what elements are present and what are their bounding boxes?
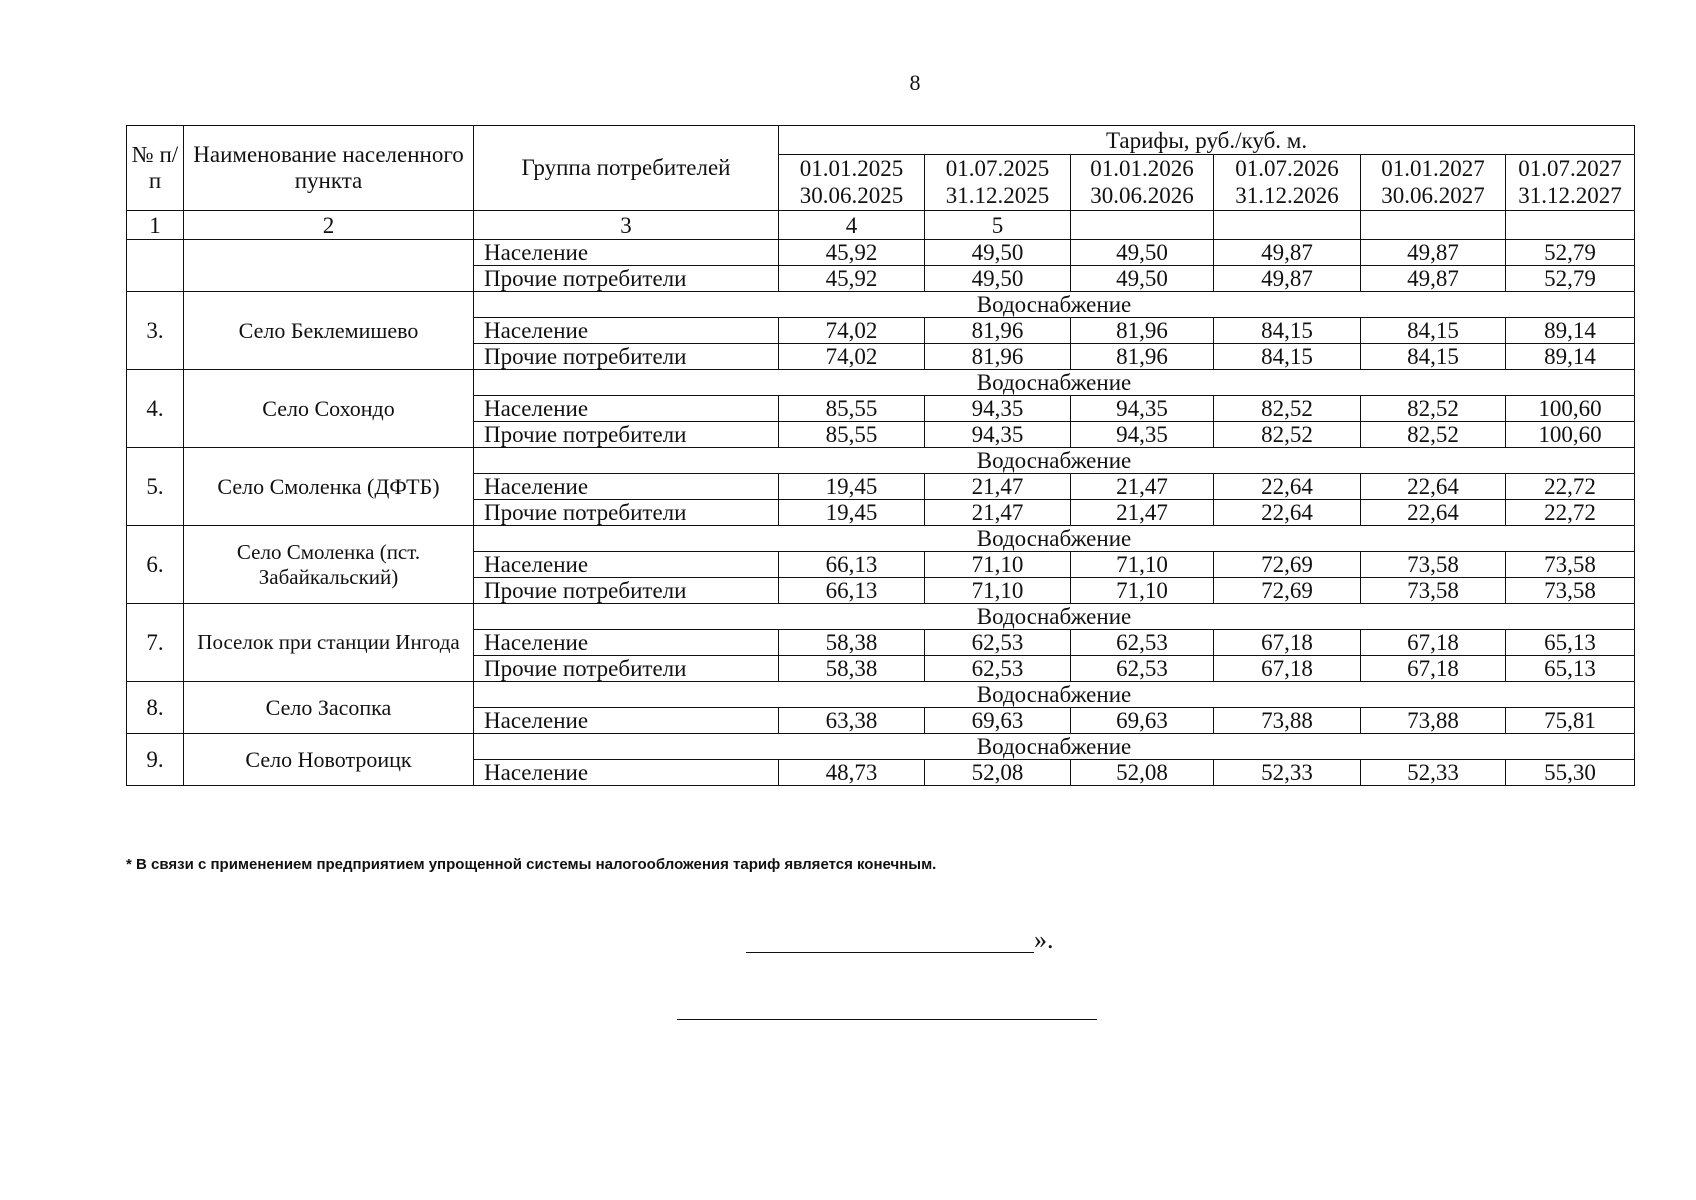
consumer-group: Население xyxy=(474,474,779,500)
period-from: 01.01.2026 xyxy=(1090,156,1194,182)
settlement-name: Село Засопка xyxy=(184,682,474,734)
tariff-value: 82,52 xyxy=(1361,422,1506,448)
consumer-group: Прочие потребители xyxy=(474,656,779,682)
tariff-value: 84,15 xyxy=(1214,318,1361,344)
tariff-value: 69,63 xyxy=(1071,708,1214,734)
tariff-value: 84,15 xyxy=(1361,318,1506,344)
tariff-value: 71,10 xyxy=(1071,578,1214,604)
tariff-value: 73,58 xyxy=(1361,578,1506,604)
tariff-value: 52,33 xyxy=(1214,760,1361,786)
footnote: * В связи с применением предприятием упрощенной системы налогообложения тариф является конечным. xyxy=(126,856,937,873)
tariff-table xyxy=(126,125,1635,786)
tariff-value: 67,18 xyxy=(1214,630,1361,656)
tariff-value: 62,53 xyxy=(925,630,1071,656)
tariff-value: 69,63 xyxy=(925,708,1071,734)
settlement-name: Село Смоленка (пст. Забайкальский) xyxy=(184,526,474,604)
consumer-group: Население xyxy=(474,630,779,656)
tariff-value: 89,14 xyxy=(1506,344,1635,370)
tariff-value: 71,10 xyxy=(1071,552,1214,578)
column-index-cell xyxy=(1361,211,1506,240)
tariff-value: 58,38 xyxy=(779,630,925,656)
period-to: 31.12.2027 xyxy=(1518,182,1622,208)
service-type: Водоснабжение xyxy=(474,448,1635,474)
row-number-cell xyxy=(127,240,184,292)
column-index-cell xyxy=(1214,211,1361,240)
settlement-name: Село Сохондо xyxy=(184,370,474,448)
page-number: 8 xyxy=(909,70,921,95)
header-period xyxy=(779,155,925,211)
tariff-value: 21,47 xyxy=(925,500,1071,526)
header-no: № п/п xyxy=(127,126,184,211)
tariff-value: 65,13 xyxy=(1506,630,1635,656)
tariff-value: 82,52 xyxy=(1214,422,1361,448)
tariff-value: 22,64 xyxy=(1214,474,1361,500)
service-type: Водоснабжение xyxy=(474,734,1635,760)
tariff-value: 100,60 xyxy=(1506,396,1635,422)
column-index-row xyxy=(127,211,1635,240)
column-index-cell: 2 xyxy=(184,211,474,240)
tariff-value: 66,13 xyxy=(779,552,925,578)
closing-divider-line xyxy=(677,1019,1097,1020)
signature-line xyxy=(746,952,1034,953)
column-index-cell xyxy=(1506,211,1635,240)
tariff-value: 82,52 xyxy=(1214,396,1361,422)
tariff-value: 45,92 xyxy=(779,240,925,266)
table-row xyxy=(127,240,1635,266)
consumer-group: Население xyxy=(474,708,779,734)
tariff-value: 84,15 xyxy=(1361,344,1506,370)
tariff-value: 81,96 xyxy=(925,318,1071,344)
tariff-value: 89,14 xyxy=(1506,318,1635,344)
header-period xyxy=(1071,155,1214,211)
tariff-value: 49,50 xyxy=(925,266,1071,292)
row-number: 6. xyxy=(127,526,184,604)
tariff-value: 62,53 xyxy=(925,656,1071,682)
consumer-group: Население xyxy=(474,240,779,266)
tariff-value: 82,52 xyxy=(1361,396,1506,422)
settlement-name: Село Смоленка (ДФТБ) xyxy=(184,448,474,526)
settlement-name-cell xyxy=(184,240,474,292)
period-from: 01.07.2027 xyxy=(1518,156,1622,182)
row-number: 4. xyxy=(127,370,184,448)
tariff-value: 49,50 xyxy=(925,240,1071,266)
tariff-value: 85,55 xyxy=(779,396,925,422)
tariff-value: 55,30 xyxy=(1506,760,1635,786)
tariff-value: 67,18 xyxy=(1361,656,1506,682)
row-number: 5. xyxy=(127,448,184,526)
tariff-value: 49,50 xyxy=(1071,240,1214,266)
header-period xyxy=(925,155,1071,211)
header-row-1 xyxy=(127,126,1635,155)
tariff-value: 49,50 xyxy=(1071,266,1214,292)
consumer-group: Население xyxy=(474,396,779,422)
tariff-value: 75,81 xyxy=(1506,708,1635,734)
tariff-value: 85,55 xyxy=(779,422,925,448)
period-from: 01.01.2025 xyxy=(799,156,904,182)
consumer-group: Население xyxy=(474,552,779,578)
tariff-value: 72,69 xyxy=(1214,578,1361,604)
tariff-value: 52,79 xyxy=(1506,266,1635,292)
tariff-value: 94,35 xyxy=(1071,422,1214,448)
tariff-value: 63,38 xyxy=(779,708,925,734)
tariff-value: 45,92 xyxy=(779,266,925,292)
tariff-value: 74,02 xyxy=(779,318,925,344)
tariff-value: 73,58 xyxy=(1361,552,1506,578)
service-row xyxy=(127,734,1635,760)
tariff-value: 22,72 xyxy=(1506,500,1635,526)
tariff-value: 22,72 xyxy=(1506,474,1635,500)
period-from: 01.07.2026 xyxy=(1235,156,1339,182)
service-type: Водоснабжение xyxy=(474,292,1635,318)
settlement-name: Село Новотроицк xyxy=(184,734,474,786)
consumer-group: Прочие потребители xyxy=(474,578,779,604)
tariff-value: 84,15 xyxy=(1214,344,1361,370)
service-row xyxy=(127,526,1635,552)
tariff-value: 72,69 xyxy=(1214,552,1361,578)
tariff-value: 19,45 xyxy=(779,500,925,526)
column-index-cell: 5 xyxy=(925,211,1071,240)
consumer-group: Население xyxy=(474,760,779,786)
tariff-value: 22,64 xyxy=(1214,500,1361,526)
tariff-value: 94,35 xyxy=(925,422,1071,448)
service-row xyxy=(127,448,1635,474)
column-index-cell: 3 xyxy=(474,211,779,240)
settlement-name: Село Беклемишево xyxy=(184,292,474,370)
service-type: Водоснабжение xyxy=(474,526,1635,552)
service-type: Водоснабжение xyxy=(474,682,1635,708)
tariff-value: 66,13 xyxy=(779,578,925,604)
tariff-value: 81,96 xyxy=(1071,318,1214,344)
tariff-value: 19,45 xyxy=(779,474,925,500)
tariff-value: 58,38 xyxy=(779,656,925,682)
period-to: 30.06.2027 xyxy=(1381,182,1485,208)
settlement-name: Поселок при станции Ингода xyxy=(184,604,474,682)
closing-quote-mark: ». xyxy=(1034,925,1054,954)
period-to: 30.06.2026 xyxy=(1090,182,1194,208)
service-type: Водоснабжение xyxy=(474,370,1635,396)
tariff-value: 81,96 xyxy=(1071,344,1214,370)
column-index-cell xyxy=(1071,211,1214,240)
row-number: 9. xyxy=(127,734,184,786)
service-row xyxy=(127,370,1635,396)
service-row xyxy=(127,682,1635,708)
header-period xyxy=(1214,155,1361,211)
column-index-cell: 1 xyxy=(127,211,184,240)
tariff-value: 22,64 xyxy=(1361,500,1506,526)
service-row xyxy=(127,604,1635,630)
column-index-cell: 4 xyxy=(779,211,925,240)
header-period xyxy=(1361,155,1506,211)
tariff-value: 21,47 xyxy=(925,474,1071,500)
tariff-value: 67,18 xyxy=(1214,656,1361,682)
row-number: 8. xyxy=(127,682,184,734)
tariff-value: 49,87 xyxy=(1361,240,1506,266)
consumer-group: Население xyxy=(474,318,779,344)
tariff-value: 74,02 xyxy=(779,344,925,370)
tariff-value: 73,58 xyxy=(1506,578,1635,604)
consumer-group: Прочие потребители xyxy=(474,344,779,370)
tariff-value: 73,88 xyxy=(1214,708,1361,734)
tariff-value: 65,13 xyxy=(1506,656,1635,682)
header-settlement: Наименование населенного пункта xyxy=(184,126,474,211)
period-from: 01.01.2027 xyxy=(1381,156,1485,182)
tariff-value: 21,47 xyxy=(1071,500,1214,526)
tariff-value: 71,10 xyxy=(925,578,1071,604)
tariff-value: 49,87 xyxy=(1214,240,1361,266)
tariff-value: 94,35 xyxy=(925,396,1071,422)
tariff-value: 52,79 xyxy=(1506,240,1635,266)
consumer-group: Прочие потребители xyxy=(474,422,779,448)
period-to: 31.12.2026 xyxy=(1235,182,1339,208)
tariff-value: 52,08 xyxy=(925,760,1071,786)
period-to: 30.06.2025 xyxy=(799,182,904,208)
tariff-value: 48,73 xyxy=(779,760,925,786)
tariff-value: 94,35 xyxy=(1071,396,1214,422)
row-number: 3. xyxy=(127,292,184,370)
header-group: Группа потребителей xyxy=(474,126,779,211)
tariff-value: 62,53 xyxy=(1071,630,1214,656)
consumer-group: Прочие потребители xyxy=(474,266,779,292)
tariff-value: 62,53 xyxy=(1071,656,1214,682)
tariff-value: 49,87 xyxy=(1361,266,1506,292)
row-number: 7. xyxy=(127,604,184,682)
period-from: 01.07.2025 xyxy=(945,156,1050,182)
service-type: Водоснабжение xyxy=(474,604,1635,630)
tariff-value: 71,10 xyxy=(925,552,1071,578)
tariff-value: 81,96 xyxy=(925,344,1071,370)
consumer-group: Прочие потребители xyxy=(474,500,779,526)
tariff-value: 52,08 xyxy=(1071,760,1214,786)
tariff-value: 73,88 xyxy=(1361,708,1506,734)
tariff-value: 49,87 xyxy=(1214,266,1361,292)
service-row xyxy=(127,292,1635,318)
header-tariffs: Тарифы, руб./куб. м. xyxy=(779,126,1635,155)
tariff-value: 67,18 xyxy=(1361,630,1506,656)
tariff-value: 73,58 xyxy=(1506,552,1635,578)
tariff-value: 100,60 xyxy=(1506,422,1635,448)
tariff-value: 52,33 xyxy=(1361,760,1506,786)
tariff-value: 21,47 xyxy=(1071,474,1214,500)
period-to: 31.12.2025 xyxy=(945,182,1050,208)
tariff-value: 22,64 xyxy=(1361,474,1506,500)
header-period xyxy=(1506,155,1635,211)
